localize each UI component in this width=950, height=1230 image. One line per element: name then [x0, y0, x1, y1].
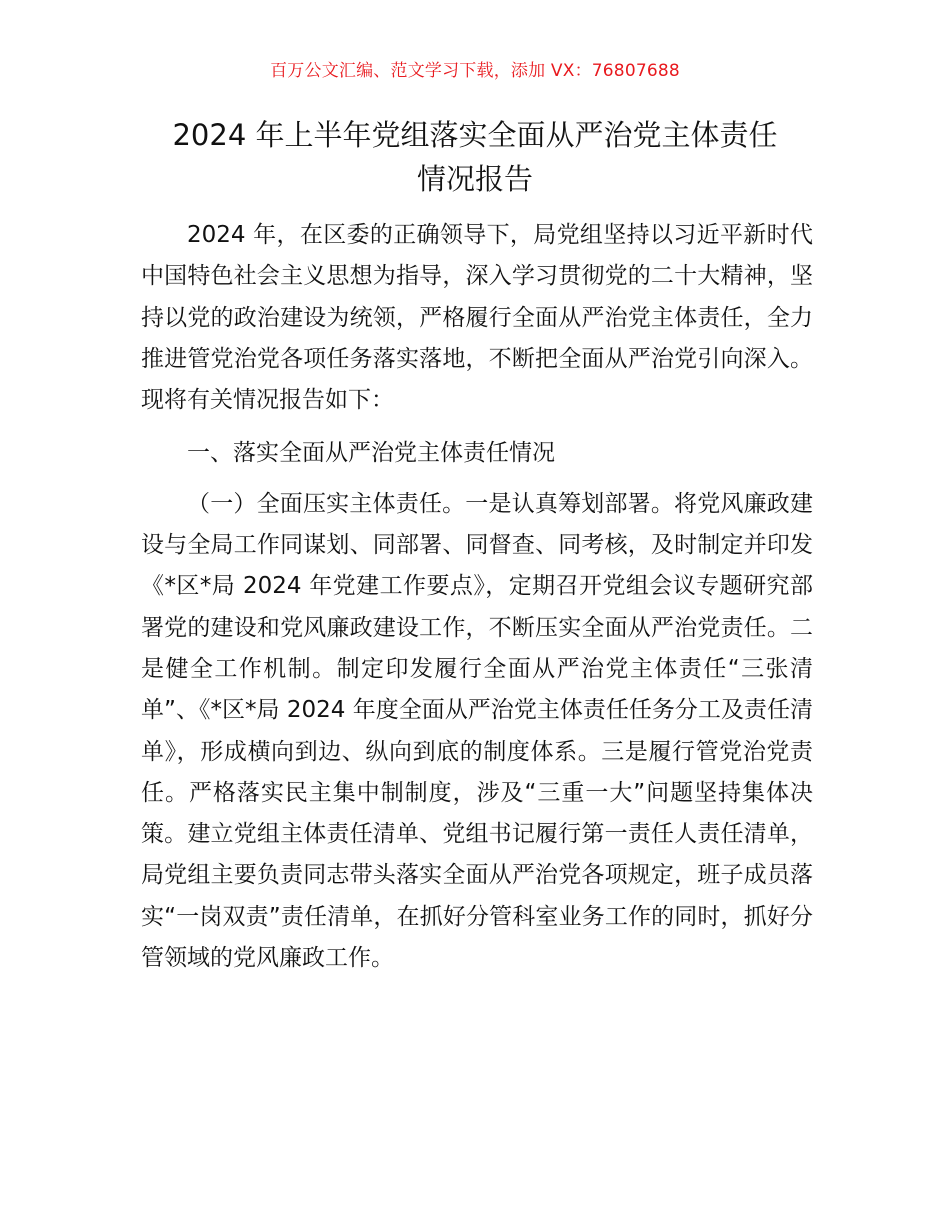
intro-paragraph: 2024 年，在区委的正确领导下，局党组坚持以习近平新时代中国特色社会主义思想为指导，深入学习贯彻党的二十大精神，坚持以党的政治建设为统领，严格履行全面从严治党主体责任，全力推进管党治党各项任务落实落地，不断把全面从严治党引向深入。现将有关情况报告如下： [141, 222, 813, 414]
body-paragraph: （一）全面压实主体责任。一是认真筹划部署。将党风廉政建设与全局工作同谋划、同部署、同督查、同考核，及时制定并印发《*区*局 2024 年党建工作要点》，定期召开党组会议专题研究部署党的建设和党风廉政建设工作，不断压实全面从严治党责任。二是健全工作机制。制定印发履行全面从严治党主体责任“三张清单”、《*区*局 2024 年度全面从严治党主体责任任务分工及责任清单》，形成横向到边、纵向到底的制度体系。三是履行管党治党责任。严格落实民主集中制制度，涉及“三重一大”问题坚持集体决策。建立党组主体责任清单、党组书记履行第一责任人责任清单，局党组主要负责同志带头落实全面从严治党各项规定，班子成员落实“一岗双责”责任清单，在抓好分管科室业务工作的同时，抓好分管领域的党风廉政工作。 [141, 490, 813, 972]
watermark-header: 百万公文汇编、范文学习下载，添加 VX：76807688 [270, 61, 680, 81]
title-line-1: 2024 年上半年党组落实全面从严治党主体责任 [172, 118, 778, 152]
document-title [110, 113, 840, 201]
section-heading: 一、落实全面从严治党主体责任情况 [187, 440, 555, 467]
document-body [141, 215, 813, 979]
title-line-2: 情况报告 [416, 162, 533, 196]
